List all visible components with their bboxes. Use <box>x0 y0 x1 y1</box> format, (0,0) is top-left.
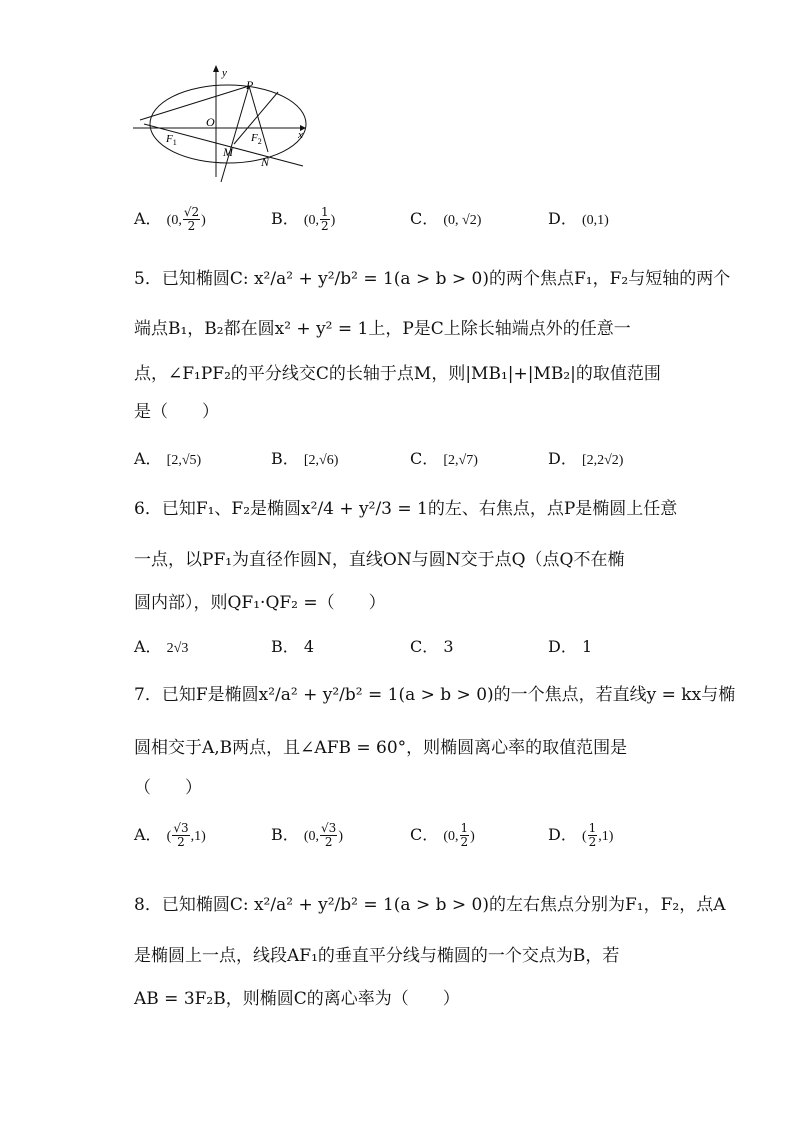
q5-line-1: 5．已知椭圆C: x²/a² + y²/b² = 1(a > b > 0)的两个焦点F₁，F₂与短轴的两个 <box>134 269 731 289</box>
q6-option-c[interactable]: C． 3 <box>410 637 454 656</box>
line-p-m <box>221 86 249 182</box>
ellipse-figure <box>128 62 313 182</box>
label-y: y <box>222 67 227 79</box>
q8-line-2: 是椭圆上一点，线段AF₁的垂直平分线与椭圆的一个交点为B，若 <box>134 946 620 966</box>
label-f2: $F_2$ <box>251 132 262 146</box>
label-n: N <box>261 155 270 169</box>
q8-line-1: 8．已知椭圆C: x²/a² + y²/b² = 1(a > b > 0)的左右焦点分别为F₁，F₂，点A <box>134 895 726 915</box>
q6-option-a[interactable]: A． 2√3 <box>134 637 189 656</box>
label-f1: $F_1$ <box>166 133 177 147</box>
q5-option-b[interactable]: B． [2,√6) <box>271 449 339 468</box>
q6-line-1: 6．已知F₁、F₂是椭圆x²/4 + y²/3 = 1的左、右焦点，点P是椭圆上任意 <box>134 499 678 519</box>
q5-line-2: 端点B₁，B₂都在圆x² + y² = 1上，P是C上除长轴端点外的任意一 <box>134 319 631 339</box>
q4-option-a[interactable]: A． (0, $\frac{√2}{2}$ ) <box>134 205 206 233</box>
q5-line-4: 是（ ） <box>134 402 219 422</box>
label-p: P <box>246 78 254 92</box>
q4-option-c[interactable]: C． (0, √2) <box>410 209 482 228</box>
label-m: M <box>223 145 233 159</box>
label-o: O <box>206 115 215 129</box>
q5-option-d[interactable]: D． [2,2√2) <box>548 449 624 468</box>
line-f1-p <box>140 86 249 120</box>
q7-option-b[interactable]: B． (0, $\frac{√3}{2}$ ) <box>271 821 343 849</box>
q5-line-3: 点，∠F₁PF₂的平分线交C的长轴于点M，则|MB₁|+|MB₂|的取值范围 <box>134 364 661 384</box>
q7-option-c[interactable]: C． (0, $\frac{1}{2}$ ) <box>410 821 475 849</box>
q4-option-d[interactable]: D． (0,1) <box>548 209 609 228</box>
label-x: x <box>298 129 303 141</box>
y-axis-arrow <box>213 65 219 72</box>
q6-option-d[interactable]: D． 1 <box>548 637 593 656</box>
q8-line-3: AB = 3F₂B，则椭圆C的离心率为（ ） <box>134 989 460 1009</box>
q7-line-3: （ ） <box>134 778 202 798</box>
q7-line-2: 圆相交于A,B两点，且∠AFB = 60°，则椭圆离心率的取值范围是 <box>134 738 628 758</box>
q6-line-2: 一点，以PF₁为直径作圆N，直线ON与圆N交于点Q（点Q不在椭 <box>134 550 625 570</box>
q7-option-a[interactable]: A． ( $\frac{√3}{2}$ ,1) <box>134 821 206 849</box>
q7-option-d[interactable]: D． ( $\frac{1}{2}$ ,1) <box>548 821 614 849</box>
q6-line-3: 圆内部），则QF₁·QF₂ =（ ） <box>134 593 386 613</box>
q7-line-1: 7．已知F是椭圆x²/a² + y²/b² = 1(a > b > 0)的一个焦点，若直线y = kx与椭 <box>134 685 736 705</box>
q5-option-c[interactable]: C． [2,√7) <box>410 449 478 468</box>
q6-option-b[interactable]: B． 4 <box>271 637 315 656</box>
q5-option-a[interactable]: A． [2,√5) <box>134 449 202 468</box>
q4-option-b[interactable]: B． (0, $\frac{1}{2}$ ) <box>271 205 336 233</box>
